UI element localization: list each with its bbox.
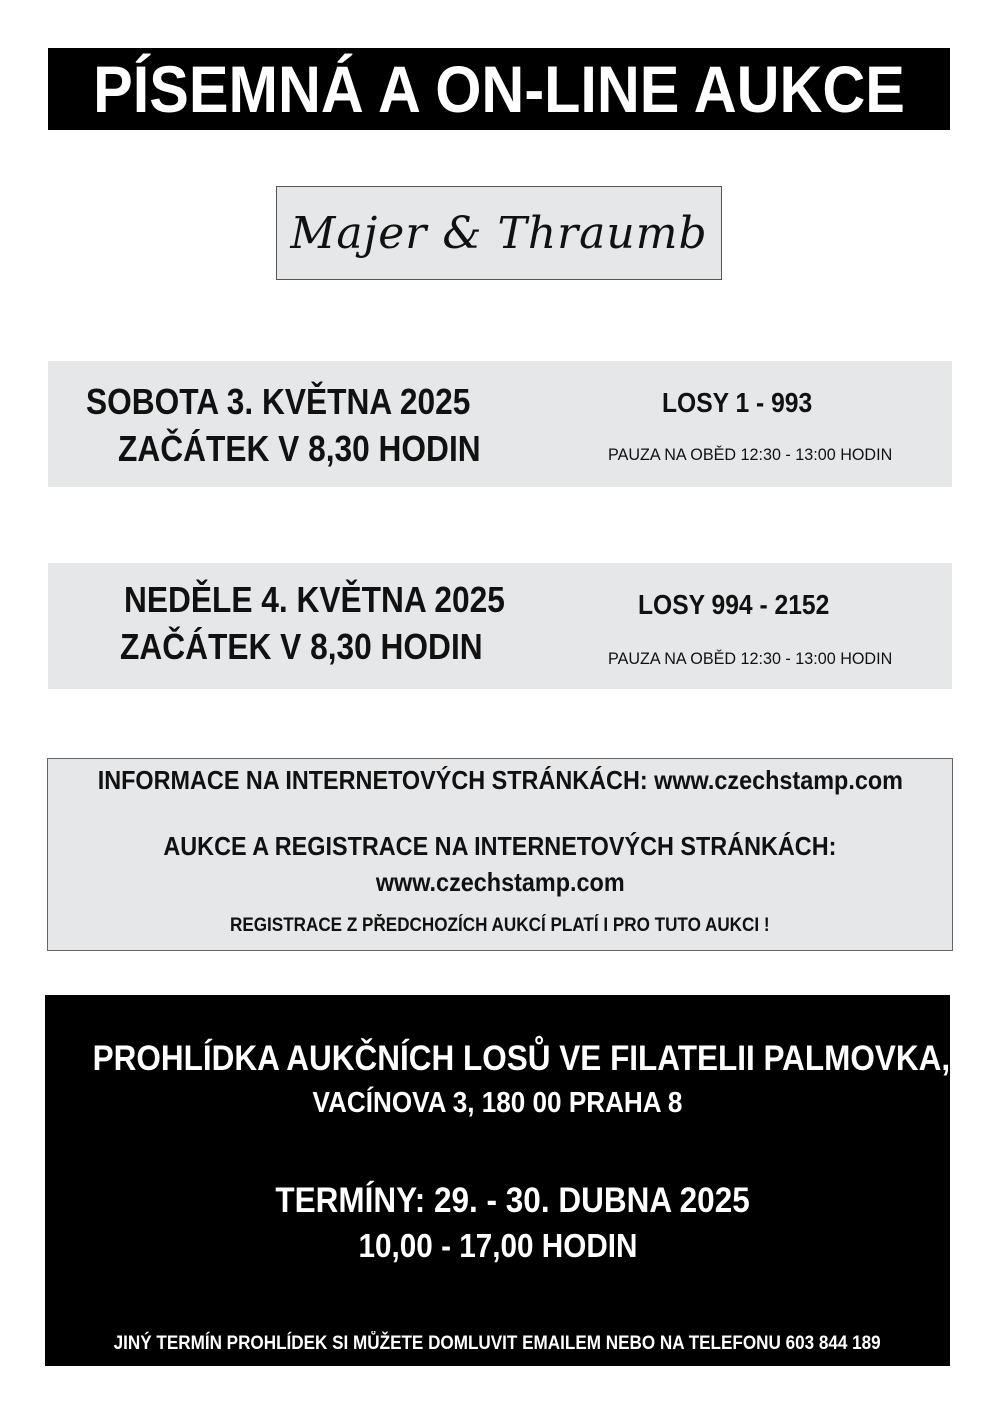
day-panel-sunday (48, 563, 952, 689)
viewing-line (45, 1333, 950, 1355)
viewing-location: PROHLÍDKA AUKČNÍCH LOSŮ VE FILATELII PALMOVKA, (92, 1039, 951, 1078)
info-website-link: www.czechstamp.com (375, 867, 625, 897)
day-date: NEDĚLE 4. KVĚTNA 2025 (124, 579, 505, 620)
company-logo (276, 186, 722, 280)
day-lots: LOSY 1 - 993 (662, 387, 813, 418)
day-pause: PAUZA NA OBĚD 12:30 - 13:00 HODIN (608, 649, 893, 668)
viewing-line (45, 1039, 950, 1079)
day-lots: LOSY 994 - 2152 (638, 589, 830, 620)
day-start: ZAČÁTEK V 8,30 HODIN (118, 428, 481, 469)
info-line (48, 831, 952, 862)
info-line (48, 765, 952, 796)
page-title: PÍSEMNÁ A ON-LINE AUKCE (93, 52, 905, 126)
viewing-note: JINÝ TERMÍN PROHLÍDEK SI MŮŽETE DOMLUVIT EMAILEM NEBO NA TELEFONU 603 844 189 (113, 1333, 882, 1354)
info-panel (47, 758, 953, 951)
day-start: ZAČÁTEK V 8,30 HODIN (120, 626, 483, 667)
logo-text: Majer & Thraumb (290, 207, 708, 259)
viewing-line (45, 1181, 950, 1221)
viewing-address: VACÍNOVA 3, 180 00 PRAHA 8 (312, 1087, 683, 1119)
info-registration-note: REGISTRACE Z PŘEDCHOZÍCH AUKCÍ PLATÍ I PRO TUTO AUKCI ! (230, 915, 770, 936)
viewing-line (45, 1227, 950, 1265)
info-line (48, 915, 952, 937)
day-pause: PAUZA NA OBĚD 12:30 - 13:00 HODIN (608, 445, 893, 464)
day-panel-saturday (48, 361, 952, 487)
viewing-line (45, 1087, 950, 1120)
title-banner (48, 48, 950, 130)
viewing-dates: TERMÍNY: 29. - 30. DUBNA 2025 (275, 1181, 750, 1220)
viewing-hours: 10,00 - 17,00 HODIN (358, 1227, 637, 1264)
info-website-text: INFORMACE NA INTERNETOVÝCH STRÁNKÁCH: www.czechstamp.com (97, 765, 903, 795)
day-date: SOBOTA 3. KVĚTNA 2025 (86, 381, 471, 422)
viewing-panel (45, 995, 950, 1366)
info-registration-text: AUKCE A REGISTRACE NA INTERNETOVÝCH STRÁNKÁCH: (163, 831, 837, 861)
info-line (48, 867, 952, 898)
